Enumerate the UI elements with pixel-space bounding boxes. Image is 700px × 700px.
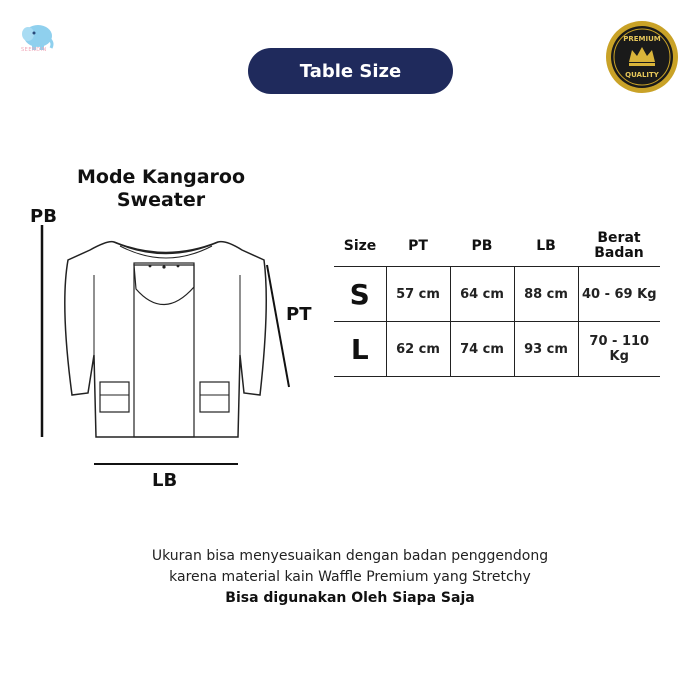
table-cell-size: S <box>334 267 386 322</box>
sweater-diagram <box>30 225 320 475</box>
header-berat: Berat <box>597 230 641 246</box>
footer-line1: Ukuran bisa menyesuaikan dengan badan penggendong <box>151 548 549 564</box>
premium-quality-badge <box>605 20 679 94</box>
label-pt: PT <box>286 304 312 325</box>
badge-top-text: PREMIUM <box>623 35 661 43</box>
footer-line2: karena material kain Waffle Premium yang Stretchy <box>169 569 531 585</box>
header-lb: LB <box>536 238 556 254</box>
diagram-title <box>66 166 256 212</box>
table-cell-pb: 74 cm <box>450 322 514 377</box>
table-cell-berat: 70 - 110 Kg <box>578 322 660 377</box>
table-cell-pt: 57 cm <box>386 267 450 322</box>
table-cell-size: L <box>334 322 386 377</box>
table-row <box>334 267 660 322</box>
brand-logo-text: SEENDIN <box>21 47 47 53</box>
table-cell-pb: 64 cm <box>450 267 514 322</box>
page-title-text: Table Size <box>299 60 402 82</box>
diagram-title-line1: Mode Kangaroo <box>76 166 246 188</box>
table-cell-lb: 93 cm <box>514 322 578 377</box>
table-cell-pt: 62 cm <box>386 322 450 377</box>
size-table <box>334 226 660 377</box>
diagram-title-line2: Sweater <box>116 189 206 211</box>
label-lb: LB <box>152 470 178 491</box>
badge-bottom-text: QUALITY <box>625 71 659 79</box>
footer-note <box>0 546 700 609</box>
header-pb: PB <box>471 238 493 254</box>
label-pb: PB <box>30 206 57 227</box>
table-row <box>334 322 660 377</box>
header-badan: Badan <box>594 245 644 261</box>
table-cell-berat: 40 - 69 Kg <box>578 267 660 322</box>
page-title <box>248 48 453 94</box>
header-pt: PT <box>408 238 428 254</box>
footer-line3: Bisa digunakan Oleh Siapa Saja <box>225 590 475 606</box>
table-header-row <box>334 226 660 267</box>
header-size: Size <box>343 238 377 254</box>
table-cell-lb: 88 cm <box>514 267 578 322</box>
header-berat-badan <box>578 226 660 267</box>
